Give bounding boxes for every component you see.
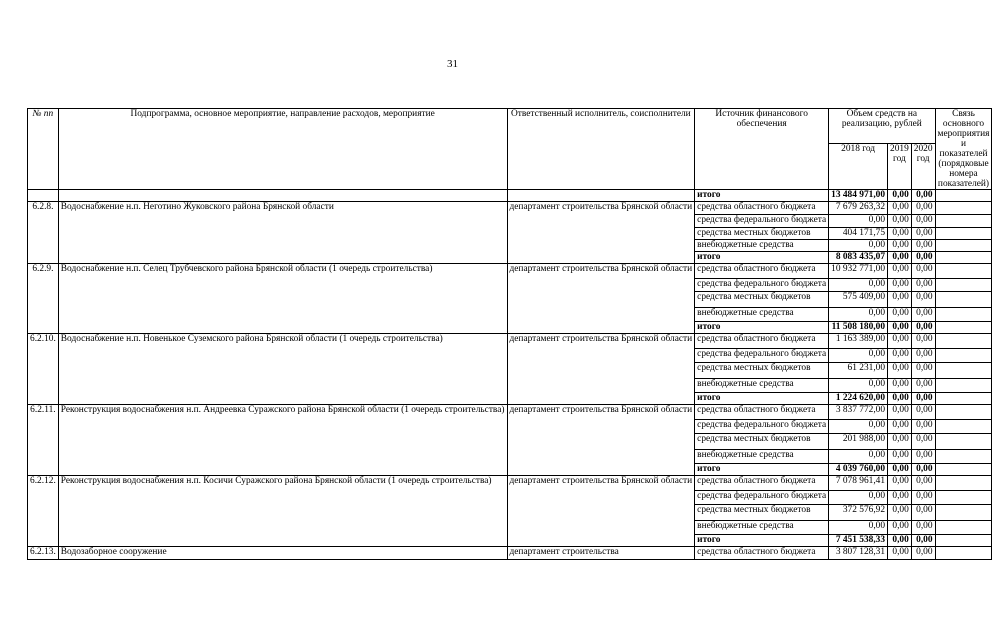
source-cell: внебюджетные средства — [695, 378, 829, 392]
link-cell — [935, 378, 992, 392]
amount-2020: 0,00 — [911, 392, 935, 404]
table-row — [28, 475, 992, 490]
amount-2019: 0,00 — [888, 392, 912, 404]
link-cell — [935, 463, 992, 475]
link-cell — [935, 392, 992, 404]
header-num: № пп — [28, 109, 59, 190]
amount-2018: 0,00 — [829, 378, 888, 392]
amount-2019: 0,00 — [888, 475, 912, 490]
amount-2018: 575 409,00 — [829, 291, 888, 307]
source-cell: внебюджетные средства — [695, 239, 829, 251]
link-cell — [935, 333, 992, 348]
item-number: 6.2.9. — [28, 263, 59, 333]
amount-2019: 0,00 — [888, 404, 912, 419]
link-cell — [935, 419, 992, 433]
table-row — [28, 333, 992, 348]
link-cell — [935, 546, 992, 559]
item-number: 6.2.10. — [28, 333, 59, 404]
link-cell — [935, 278, 992, 291]
link-cell — [935, 534, 992, 546]
header-year-2019: 2019 год — [888, 143, 912, 189]
header-link: Связь основного мероприятия и показателей (порядковые номера показателей) — [935, 109, 992, 190]
amount-2020: 0,00 — [911, 251, 935, 263]
amount-2018: 10 932 771,00 — [829, 263, 888, 278]
amount-2020: 0,00 — [911, 463, 935, 475]
amount-2019: 0,00 — [888, 307, 912, 321]
amount-2020: 0,00 — [911, 278, 935, 291]
header-year-2018: 2018 год — [829, 143, 888, 189]
link-cell — [935, 490, 992, 504]
link-cell — [935, 190, 992, 202]
amount-2019: 0,00 — [888, 190, 912, 202]
amount-2019: 0,00 — [888, 449, 912, 463]
amount-2018: 7 679 263,32 — [829, 201, 888, 214]
link-cell — [935, 291, 992, 307]
source-cell: средства федерального бюджета — [695, 419, 829, 433]
amount-2020: 0,00 — [911, 362, 935, 378]
amount-2019: 0,00 — [888, 433, 912, 449]
amount-2018: 7 078 961,41 — [829, 475, 888, 490]
item-number: 6.2.13. — [28, 546, 59, 559]
amount-2020: 0,00 — [911, 520, 935, 534]
amount-2018: 3 807 128,31 — [829, 546, 888, 559]
amount-2018: 0,00 — [829, 490, 888, 504]
amount-2020: 0,00 — [911, 378, 935, 392]
amount-2020: 0,00 — [911, 214, 935, 227]
source-cell: итого — [695, 534, 829, 546]
amount-2018: 0,00 — [829, 214, 888, 227]
link-cell — [935, 449, 992, 463]
amount-2018: 0,00 — [829, 239, 888, 251]
item-responsible: департамент строительства — [507, 546, 695, 559]
link-cell — [935, 475, 992, 490]
amount-2020: 0,00 — [911, 534, 935, 546]
amount-2018: 11 508 180,00 — [829, 321, 888, 333]
item-number: 6.2.8. — [28, 201, 59, 263]
source-cell: средства местных бюджетов — [695, 433, 829, 449]
amount-2019: 0,00 — [888, 278, 912, 291]
table-row — [28, 201, 992, 214]
amount-2019: 0,00 — [888, 321, 912, 333]
amount-2020: 0,00 — [911, 475, 935, 490]
amount-2020: 0,00 — [911, 490, 935, 504]
amount-2019: 0,00 — [888, 504, 912, 520]
header-program: Подпрограмма, основное мероприятие, направление расходов, мероприятие — [58, 109, 507, 190]
amount-2020: 0,00 — [911, 307, 935, 321]
amount-2018: 0,00 — [829, 449, 888, 463]
carry-resp-cell — [507, 190, 695, 202]
source-cell: итого — [695, 251, 829, 263]
amount-2020: 0,00 — [911, 190, 935, 202]
amount-2018: 8 083 435,07 — [829, 251, 888, 263]
amount-2020: 0,00 — [911, 449, 935, 463]
amount-2020: 0,00 — [911, 321, 935, 333]
link-cell — [935, 362, 992, 378]
source-cell: средства областного бюджета — [695, 404, 829, 419]
table-row — [28, 546, 992, 559]
amount-2018: 7 451 538,33 — [829, 534, 888, 546]
amount-2018: 3 837 772,00 — [829, 404, 888, 419]
amount-2020: 0,00 — [911, 546, 935, 559]
amount-2018: 0,00 — [829, 348, 888, 362]
amount-2019: 0,00 — [888, 291, 912, 307]
amount-2019: 0,00 — [888, 333, 912, 348]
amount-2020: 0,00 — [911, 504, 935, 520]
amount-2020: 0,00 — [911, 227, 935, 239]
source-cell: средства местных бюджетов — [695, 291, 829, 307]
amount-2020: 0,00 — [911, 348, 935, 362]
amount-2018: 13 484 971,00 — [829, 190, 888, 202]
amount-2019: 0,00 — [888, 463, 912, 475]
item-name: Водозаборное сооружение — [58, 546, 507, 559]
amount-2019: 0,00 — [888, 520, 912, 534]
source-cell: итого — [695, 321, 829, 333]
amount-2018: 1 224 620,00 — [829, 392, 888, 404]
amount-2019: 0,00 — [888, 227, 912, 239]
amount-2020: 0,00 — [911, 263, 935, 278]
amount-2019: 0,00 — [888, 546, 912, 559]
amount-2018: 201 988,00 — [829, 433, 888, 449]
link-cell — [935, 201, 992, 214]
link-cell — [935, 239, 992, 251]
item-number: 6.2.12. — [28, 475, 59, 546]
source-cell: средства областного бюджета — [695, 546, 829, 559]
amount-2018: 4 039 760,00 — [829, 463, 888, 475]
source-cell: средства местных бюджетов — [695, 227, 829, 239]
source-cell: итого — [695, 463, 829, 475]
amount-2018: 61 231,00 — [829, 362, 888, 378]
source-cell: средства местных бюджетов — [695, 504, 829, 520]
item-number: 6.2.11. — [28, 404, 59, 475]
amount-2018: 0,00 — [829, 520, 888, 534]
source-cell: средства федерального бюджета — [695, 214, 829, 227]
item-name: Водоснабжение н.п. Неготино Жуковского района Брянской области — [58, 201, 507, 263]
amount-2020: 0,00 — [911, 404, 935, 419]
amount-2019: 0,00 — [888, 201, 912, 214]
header-responsible: Ответственный исполнитель, соисполнители — [507, 109, 695, 190]
source-cell: внебюджетные средства — [695, 307, 829, 321]
source-cell: средства федерального бюджета — [695, 490, 829, 504]
item-name: Водоснабжение н.п. Новенькое Суземского района Брянской области (1 очередь строительства) — [58, 333, 507, 404]
amount-2018: 0,00 — [829, 278, 888, 291]
source-cell: внебюджетные средства — [695, 449, 829, 463]
table-body — [28, 190, 992, 560]
amount-2018: 0,00 — [829, 307, 888, 321]
link-cell — [935, 227, 992, 239]
amount-2018: 0,00 — [829, 419, 888, 433]
amount-2020: 0,00 — [911, 201, 935, 214]
header-year-2020: 2020 год — [911, 143, 935, 189]
amount-2018: 372 576,92 — [829, 504, 888, 520]
source-cell: средства областного бюджета — [695, 333, 829, 348]
source-cell: средства местных бюджетов — [695, 362, 829, 378]
carry-total-row — [28, 190, 992, 202]
amount-2020: 0,00 — [911, 419, 935, 433]
source-cell: средства областного бюджета — [695, 263, 829, 278]
page-number: 31 — [447, 58, 458, 70]
table-row — [28, 263, 992, 278]
link-cell — [935, 214, 992, 227]
header-volume: Объем средств на реализацию, рублей — [829, 109, 935, 144]
source-cell: внебюджетные средства — [695, 520, 829, 534]
item-name: Реконструкция водоснабжения н.п. Косичи Суражского района Брянской области (1 очередь строительства) — [58, 475, 507, 546]
header-source: Источник финансового обеспечения — [695, 109, 829, 190]
source-cell: средства областного бюджета — [695, 475, 829, 490]
source-cell: средства областного бюджета — [695, 201, 829, 214]
amount-2018: 1 163 389,00 — [829, 333, 888, 348]
amount-2018: 404 171,75 — [829, 227, 888, 239]
amount-2020: 0,00 — [911, 291, 935, 307]
amount-2019: 0,00 — [888, 490, 912, 504]
link-cell — [935, 504, 992, 520]
amount-2019: 0,00 — [888, 362, 912, 378]
amount-2019: 0,00 — [888, 239, 912, 251]
item-name: Водоснабжение н.п. Селец Трубчевского района Брянской области (1 очередь строительства) — [58, 263, 507, 333]
carry-name-cell — [58, 190, 507, 202]
link-cell — [935, 348, 992, 362]
amount-2019: 0,00 — [888, 534, 912, 546]
item-responsible: департамент строительства Брянской области — [507, 333, 695, 404]
link-cell — [935, 263, 992, 278]
amount-2019: 0,00 — [888, 263, 912, 278]
link-cell — [935, 251, 992, 263]
budget-table — [27, 108, 992, 560]
carry-num-cell — [28, 190, 59, 202]
item-responsible: департамент строительства Брянской области — [507, 404, 695, 475]
amount-2019: 0,00 — [888, 251, 912, 263]
source-cell: средства федерального бюджета — [695, 348, 829, 362]
link-cell — [935, 307, 992, 321]
amount-2020: 0,00 — [911, 333, 935, 348]
amount-2020: 0,00 — [911, 239, 935, 251]
item-name: Реконструкция водоснабжения н.п. Андреевка Суражского района Брянской области (1 очередь строительства) — [58, 404, 507, 475]
link-cell — [935, 321, 992, 333]
link-cell — [935, 520, 992, 534]
amount-2019: 0,00 — [888, 214, 912, 227]
amount-2019: 0,00 — [888, 378, 912, 392]
item-responsible: департамент строительства Брянской области — [507, 263, 695, 333]
amount-2019: 0,00 — [888, 419, 912, 433]
source-cell: средства федерального бюджета — [695, 278, 829, 291]
item-responsible: департамент строительства Брянской области — [507, 201, 695, 263]
table-row — [28, 404, 992, 419]
link-cell — [935, 433, 992, 449]
source-cell: итого — [695, 392, 829, 404]
amount-2020: 0,00 — [911, 433, 935, 449]
link-cell — [935, 404, 992, 419]
source-cell: итого — [695, 190, 829, 202]
item-responsible: департамент строительства Брянской области — [507, 475, 695, 546]
amount-2019: 0,00 — [888, 348, 912, 362]
